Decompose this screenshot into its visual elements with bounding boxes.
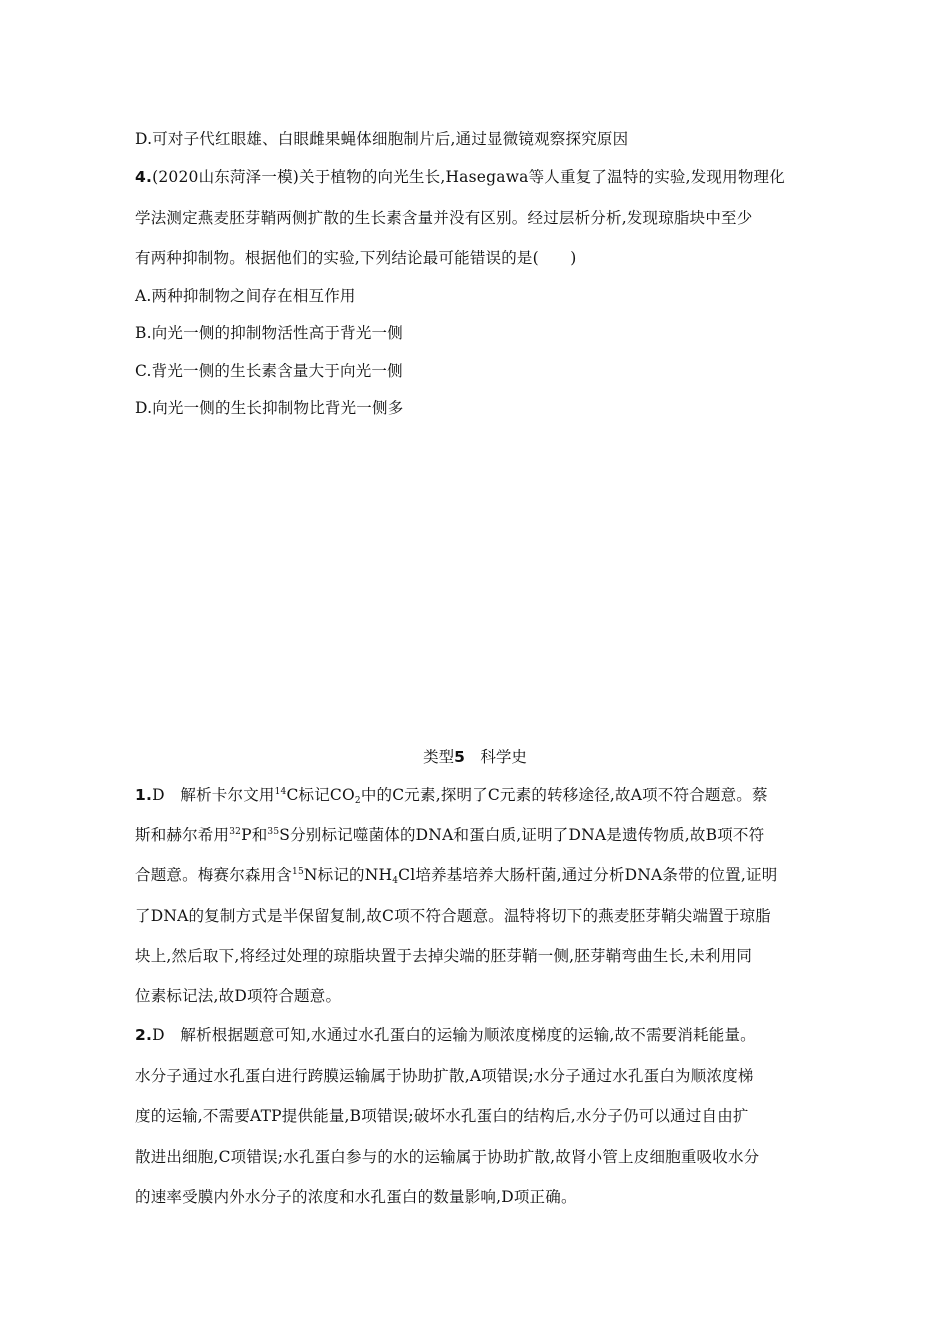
answer1-text: D 解析卡尔文用 — [152, 786, 275, 804]
answer2-line4: 散进出细胞,C项错误;水孔蛋白参与的水的运输属于协助扩散,故肾小管上皮细胞重吸收水分 — [135, 1148, 760, 1166]
isotope-superscript: 15 — [292, 867, 304, 877]
question4-number: 4. — [135, 168, 153, 186]
answer1-line6: 位素标记法,故D项符合题意。 — [135, 987, 342, 1005]
answer1-text: 斯和赫尔希用 — [135, 826, 230, 844]
isotope-superscript: 35 — [267, 827, 280, 837]
question4-stem-line1: (2020山东菏泽一模)关于植物的向光生长,Hasegawa等人重复了温特的实验,发现用物理化 — [152, 168, 785, 186]
answer1-line2 — [135, 825, 825, 845]
answer1-line1 — [135, 785, 825, 805]
answer2-line2: 水分子通过水孔蛋白进行跨膜运输属于协助扩散,A项错误;水分子通过水孔蛋白为顺浓度梯 — [135, 1067, 754, 1085]
question4-stem-line3: 有两种抑制物。根据他们的实验,下列结论最可能错误的是( ) — [135, 249, 577, 267]
question4-line1 — [135, 167, 825, 187]
question4-stem-line2: 学法测定燕麦胚芽鞘两侧扩散的生长素含量并没有区别。经过层析分析,发现琼脂块中至少 — [135, 209, 753, 227]
question4-option-c: C.背光一侧的生长素含量大于向光一侧 — [135, 362, 403, 380]
answer2-line1 — [135, 1025, 825, 1045]
question3-option-d: D.可对子代红眼雄、白眼雌果蝇体细胞制片后,通过显微镜观察探究原因 — [135, 130, 629, 148]
isotope-superscript: 32 — [229, 827, 242, 837]
answer2-line3: 度的运输,不需要ATP提供能量,B项错误;破坏水孔蛋白的结构后,水分子仍可以通过自由扩 — [135, 1107, 749, 1125]
section-prefix: 类型 — [423, 748, 455, 766]
question4-option-a: A.两种抑制物之间存在相互作用 — [135, 287, 356, 305]
answer1-text: 中的C元素,探明了C元素的转移途径,故A项不符合题意。蔡 — [360, 786, 768, 804]
answer1-text: 合题意。梅赛尔森用含 — [135, 866, 293, 884]
answer1-text: S分别标记噬菌体的DNA和蛋白质,证明了DNA是遗传物质,故B项不符 — [279, 826, 765, 844]
answer1-text: N标记的NH — [303, 866, 393, 884]
isotope-superscript: 14 — [274, 787, 287, 797]
question4-option-d: D.向光一侧的生长抑制物比背光一侧多 — [135, 399, 404, 417]
answer1-line4: 了DNA的复制方式是半保留复制,故C项不符合题意。温特将切下的燕麦胚芽鞘尖端置于琼脂 — [135, 907, 771, 925]
section-title — [0, 747, 950, 767]
formula-subscript: 4 — [392, 876, 399, 886]
answer1-text: C标记CO — [286, 786, 355, 804]
section-number: 5 — [454, 748, 465, 766]
answer1-text: P和 — [241, 826, 268, 844]
answer2-text: D 解析根据题意可知,水通过水孔蛋白的运输为顺浓度梯度的运输,故不需要消耗能量。 — [152, 1026, 756, 1044]
answer1-line5: 块上,然后取下,将经过处理的琼脂块置于去掉尖端的胚芽鞘一侧,胚芽鞘弯曲生长,未利用同 — [135, 947, 753, 965]
section-name: 科学史 — [480, 748, 527, 766]
formula-subscript: 2 — [354, 796, 361, 806]
answer2-number: 2. — [135, 1026, 153, 1044]
answer1-text: Cl培养基培养大肠杆菌,通过分析DNA条带的位置,证明 — [398, 866, 778, 884]
answer2-line5: 的速率受膜内外水分子的浓度和水孔蛋白的数量影响,D项正确。 — [135, 1188, 577, 1206]
question4-option-b: B.向光一侧的抑制物活性高于背光一侧 — [135, 324, 403, 342]
answer1-number: 1. — [135, 786, 153, 804]
answer1-line3 — [135, 865, 825, 885]
